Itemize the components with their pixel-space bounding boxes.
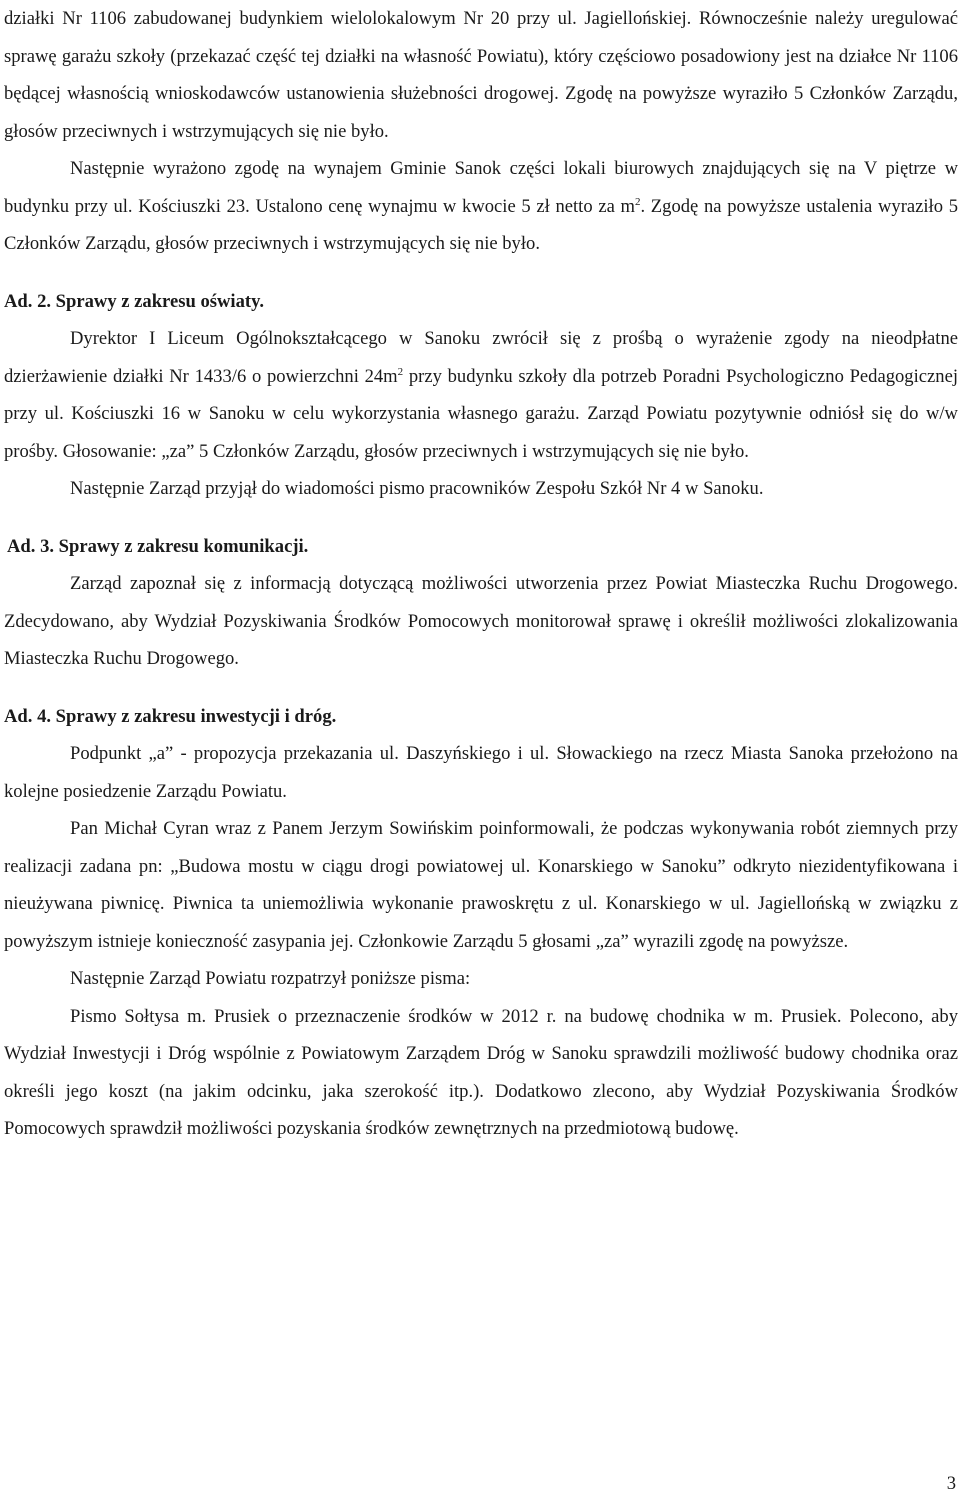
heading-communication: Ad. 3. Sprawy z zakresu komunikacji. [7, 535, 309, 557]
document-page [4, 0, 958, 1148]
paragraph-school-letter: Następnie Zarząd przyjął do wiadomości pismo pracowników Zespołu Szkół Nr 4 w Sanoku. [70, 478, 764, 499]
paragraph-sidewalk-letter: Pismo Sołtysa m. Prusiek o przeznaczenie środków w 2012 r. na budowę chodnika w m. Prusiek. Polecono, aby Wydział Inwestycji i Dróg wspólnie z Powiatowym Zarządem Dróg w Sanoku sprawdzili możliwość budowy chodnika oraz określi jego koszt (na jakim odcinku, jaka szerokość itp.). Dodatkowo zlecono, aby Wydział Pozyskiwania Środków Pomocowych sprawdził możliwości pozyskania środków zewnętrznych na przedmiotową budowę. [4, 1005, 958, 1139]
paragraph-subpoint-a: Podpunkt „a” - propozycja przekazania ul. Daszyńskiego i ul. Słowackiego na rzecz Miasta Sanoka przełożono na kolejne posiedzenie Zarządu Powiatu. [4, 743, 958, 802]
paragraph-letters-intro: Następnie Zarząd Powiatu rozpatrzył poniższe pisma: [70, 968, 471, 989]
paragraph-lease [4, 320, 958, 470]
lease-text-end: przy budynku szkoły dla potrzeb Poradni Psychologiczno Pedagogicznej przy ul. Kościuszki 16 w Sanoku w celu wykorzystania własnego garażu. Zarząd Powiatu pozytywnie odniósł się do w/w prośby. Głosowanie: „za” 5 Członków Zarządu, głosów przeciwnych i wstrzymujących się nie było. [4, 365, 958, 462]
paragraph-basement: Pan Michał Cyran wraz z Panem Jerzym Sowińskim poinformowali, że podczas wykonywania robót ziemnych przy realizacji zadana pn: „Budowa mostu w ciągu drogi powiatowej ul. Konarskiego w Sanoku” odkryto niezidentyfikowana i nieużywana piwnicę. Piwnica ta uniemożliwia wykonanie prawoskrętu z ul. Konarskiego w ul. Jagiellońską w związku z powyższym istnieje konieczność zasypania jej. Członkowie Zarządu 5 głosami „za” wyrazili zgodę na powyższe. [4, 818, 958, 952]
rental-text-start: Następnie wyrażono zgodę na wynajem Gminie Sanok części lokali biurowych znajdujących się na V piętrze w budynku przy ul. Kościuszki 23. Ustalono cenę wynajmu w kwocie 5 zł netto za m [4, 158, 958, 217]
paragraph-garage: działki Nr 1106 zabudowanej budynkiem wielolokalowym Nr 20 przy ul. Jagiellońskiej. Równocześnie należy uregulować sprawę garażu szkoły (przekazać część tej działki na własność Powiatu), który częściowo posadowiony jest na działce Nr 1106 będącej własnością wnioskodawców ustanowienia służebności drogowej. Zgodę na powyższe wyraziło 5 Członków Zarządu, głosów przeciwnych i wstrzymujących się nie było. [4, 8, 958, 142]
spacer [4, 263, 958, 283]
rental-superscript: 2 [634, 195, 641, 208]
heading-education: Ad. 2. Sprawy z zakresu oświaty. [4, 290, 264, 312]
lease-superscript: 2 [397, 365, 404, 378]
spacer [4, 678, 958, 698]
page-number: 3 [946, 1473, 956, 1494]
heading-investments: Ad. 4. Sprawy z zakresu inwestycji i dróg. [4, 705, 337, 727]
spacer [4, 508, 958, 528]
rental-text-end: . Zgodę na powyższe ustalenia wyraziło 5 Członków Zarządu, głosów przeciwnych i wstrzymujących się nie było. [4, 195, 958, 254]
paragraph-rental [4, 150, 958, 263]
paragraph-traffic-town: Zarząd zapoznał się z informacją dotyczącą możliwości utworzenia przez Powiat Miasteczka Ruchu Drogowego. Zdecydowano, aby Wydział Pozyskiwania Środków Pomocowych monitorował sprawę i określił możliwości zlokalizowania Miasteczka Ruchu Drogowego. [4, 573, 958, 669]
lease-text-start: Dyrektor I Liceum Ogólnokształcącego w Sanoku zwrócił się z prośbą o wyrażenie zgody na nieodpłatne dzierżawienie działki Nr 1433/6 o powierzchni 24m [4, 328, 958, 387]
